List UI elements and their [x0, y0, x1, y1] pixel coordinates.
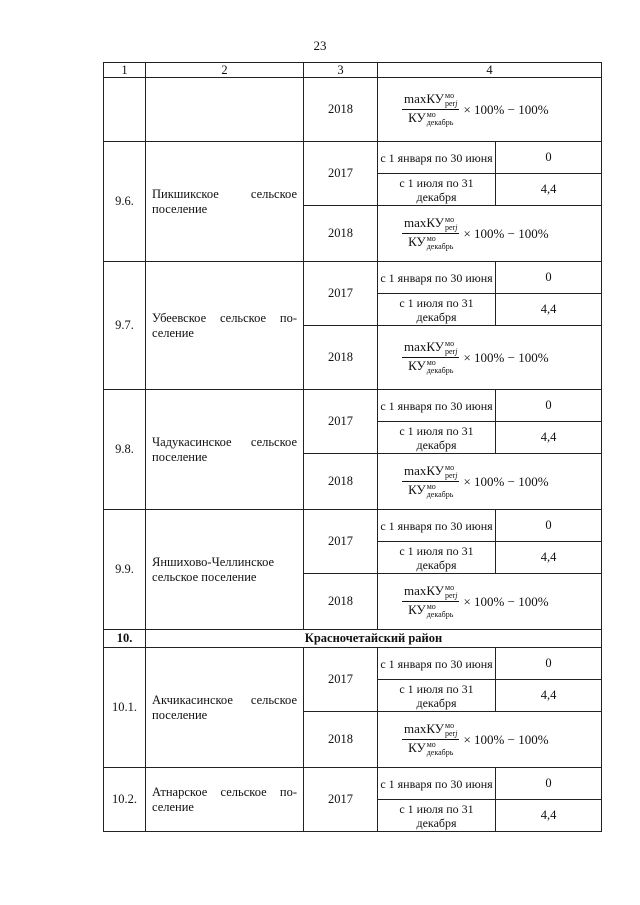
- section-number: 10.: [104, 630, 146, 648]
- value-first-half: 0: [496, 390, 602, 422]
- value-first-half: 0: [496, 768, 602, 800]
- header-col-1: 1: [104, 63, 146, 78]
- row-number: 9.9.: [104, 510, 146, 630]
- period-second-half: с 1 июля по 31 декабря: [378, 174, 496, 206]
- growth-formula: maxКУ мо perj КУ мо декабрь × 100% − 100%: [404, 462, 549, 500]
- period-first-half: с 1 января по 30 июня: [378, 510, 496, 542]
- growth-formula: maxКУ мо perj КУ мо декабрь × 100% − 100%: [404, 214, 549, 252]
- page-number: 23: [313, 38, 327, 53]
- year-cell: 2017: [304, 510, 378, 574]
- year-cell: 2018: [304, 454, 378, 510]
- value-second-half: 4,4: [496, 680, 602, 712]
- period-first-half: с 1 января по 30 июня: [378, 142, 496, 174]
- growth-formula: maxКУ мо perj КУ мо декабрь × 100% − 100%: [404, 582, 549, 620]
- year-cell: 2018: [304, 574, 378, 630]
- value-second-half: 4,4: [496, 294, 602, 326]
- year-cell: 2017: [304, 262, 378, 326]
- growth-formula: maxКУ мо perj КУ мо декабрь × 100% − 100%: [404, 90, 549, 128]
- value-second-half: 4,4: [496, 174, 602, 206]
- year-cell: 2017: [304, 142, 378, 206]
- year-cell: 2017: [304, 390, 378, 454]
- period-second-half: с 1 июля по 31 декабря: [378, 542, 496, 574]
- settlement-name: Убеевское сельское по-селение: [146, 262, 304, 390]
- table-row: [104, 390, 602, 422]
- value-second-half: 4,4: [496, 542, 602, 574]
- period-first-half: с 1 января по 30 июня: [378, 262, 496, 294]
- row-number: [104, 78, 146, 142]
- section-title: Красночетайский район: [146, 630, 602, 648]
- formula-cell: [378, 712, 602, 768]
- value-second-half: 4,4: [496, 800, 602, 832]
- settlement-name: Акчикасинское сельское поселение: [146, 648, 304, 768]
- value-first-half: 0: [496, 510, 602, 542]
- settlement-name: Атнарское сельское по-селение: [146, 768, 304, 832]
- year-cell: 2018: [304, 712, 378, 768]
- year-cell: 2018: [304, 206, 378, 262]
- table-row: [104, 768, 602, 800]
- formula-cell: [378, 574, 602, 630]
- row-number: 9.8.: [104, 390, 146, 510]
- period-second-half: с 1 июля по 31 декабря: [378, 680, 496, 712]
- header-col-4: 4: [378, 63, 602, 78]
- tariff-table: [103, 62, 602, 832]
- period-first-half: с 1 января по 30 июня: [378, 648, 496, 680]
- table-row: [104, 262, 602, 294]
- formula-cell: [378, 78, 602, 142]
- year-cell: 2018: [304, 326, 378, 390]
- table-row: [104, 142, 602, 174]
- header-col-3: 3: [304, 63, 378, 78]
- settlement-name: Яншихово-Челлинское сельское поселение: [146, 510, 304, 630]
- row-number: 9.6.: [104, 142, 146, 262]
- year-cell: 2017: [304, 768, 378, 832]
- period-first-half: с 1 января по 30 июня: [378, 768, 496, 800]
- value-first-half: 0: [496, 142, 602, 174]
- header-row: [104, 63, 602, 78]
- row-number: 10.1.: [104, 648, 146, 768]
- growth-formula: maxКУ мо perj КУ мо декабрь × 100% − 100%: [404, 720, 549, 758]
- period-second-half: с 1 июля по 31 декабря: [378, 422, 496, 454]
- value-first-half: 0: [496, 648, 602, 680]
- period-first-half: с 1 января по 30 июня: [378, 390, 496, 422]
- row-number: 10.2.: [104, 768, 146, 832]
- period-second-half: с 1 июля по 31 декабря: [378, 294, 496, 326]
- settlement-name: [146, 78, 304, 142]
- section-row: [104, 630, 602, 648]
- formula-cell: [378, 454, 602, 510]
- settlement-name: Пикшикское сельское поселение: [146, 142, 304, 262]
- header-col-2: 2: [146, 63, 304, 78]
- settlement-name: Чадукасинское сельское поселение: [146, 390, 304, 510]
- row-number: 9.7.: [104, 262, 146, 390]
- value-first-half: 0: [496, 262, 602, 294]
- value-second-half: 4,4: [496, 422, 602, 454]
- period-second-half: с 1 июля по 31 декабря: [378, 800, 496, 832]
- table-row: [104, 78, 602, 142]
- table-row: [104, 648, 602, 680]
- year-cell: 2017: [304, 648, 378, 712]
- formula-cell: [378, 326, 602, 390]
- table-row: [104, 510, 602, 542]
- formula-cell: [378, 206, 602, 262]
- year-cell: 2018: [304, 78, 378, 142]
- growth-formula: maxКУ мо perj КУ мо декабрь × 100% − 100%: [404, 338, 549, 376]
